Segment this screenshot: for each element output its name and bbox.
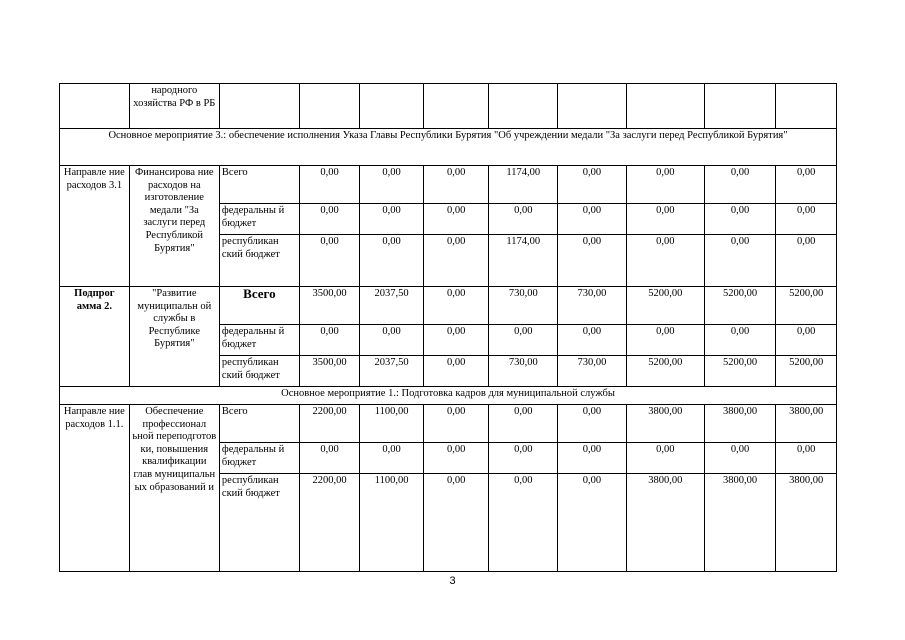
table-row: Направле ние расходов 1.1. Обеспечение профессионал ьной переподготов ки, повышения квалификации глав муниципальн ых образований и Всего 2200,00 1100,00 0,00 0,00 0,00 3800,00 3800,00 3800,00 xyxy=(60,405,837,443)
source-cell: федеральны й бюджет xyxy=(219,204,299,235)
table-row: республикан ский бюджет 2200,00 1100,00 0,00 0,00 0,00 3800,00 3800,00 3800,00 xyxy=(60,474,837,572)
name-cell: народного хозяйства РФ в РБ xyxy=(129,84,219,129)
code-cell: Направле ние расходов 3.1 xyxy=(60,166,130,287)
section-row xyxy=(60,387,837,405)
source-cell: Всего xyxy=(219,166,299,204)
source-cell: федеральны й бюджет xyxy=(219,443,299,474)
table-row: республикан ский бюджет 3500,00 2037,50 0,00 730,00 730,00 5200,00 5200,00 5200,00 xyxy=(60,356,837,387)
code-cell: Направле ние расходов 1.1. xyxy=(60,405,130,572)
table-row: республикан ский бюджет 0,00 0,00 0,00 1174,00 0,00 0,00 0,00 0,00 xyxy=(60,235,837,287)
name-cell: Обеспечение профессионал ьной переподготов ки, повышения квалификации глав муниципальн ых образований и xyxy=(129,405,219,572)
source-cell: республикан ский бюджет xyxy=(219,474,299,572)
table-row: федеральны й бюджет 0,00 0,00 0,00 0,00 0,00 0,00 0,00 0,00 xyxy=(60,325,837,356)
source-cell: республикан ский бюджет xyxy=(219,356,299,387)
table-row: Подпрог амма 2. "Развитие муниципальн ой службы в Республике Бурятия" Всего 3500,00 2037,50 0,00 730,00 730,00 5200,00 5200,00 5200,00 xyxy=(60,287,837,325)
source-cell: федеральны й бюджет xyxy=(219,325,299,356)
code-cell: Подпрог амма 2. xyxy=(60,287,130,387)
section-title: Основное мероприятие 3.: обеспечение исполнения Указа Главы Республики Бурятия "Об учреждении медали "За заслуги перед Республикой Бурятия" xyxy=(60,129,837,166)
name-cell: "Развитие муниципальн ой службы в Республике Бурятия" xyxy=(129,287,219,387)
code-cell xyxy=(60,84,130,129)
name-cell: Финансирова ние расходов на изготовление медали "За заслуги перед Республикой Бурятия" xyxy=(129,166,219,287)
table-row xyxy=(60,84,837,129)
budget-table xyxy=(59,83,837,572)
table-row: федеральны й бюджет 0,00 0,00 0,00 0,00 0,00 0,00 0,00 0,00 xyxy=(60,443,837,474)
source-cell: Всего xyxy=(219,405,299,443)
table-row: федеральны й бюджет 0,00 0,00 0,00 0,00 0,00 0,00 0,00 0,00 xyxy=(60,204,837,235)
section-title: Основное мероприятие 1.: Подготовка кадров для муниципальной службы xyxy=(60,387,837,405)
source-cell: республикан ский бюджет xyxy=(219,235,299,287)
source-cell: Всего xyxy=(219,287,299,325)
section-row xyxy=(60,129,837,166)
table-row: Направле ние расходов 3.1 Финансирова ние расходов на изготовление медали "За заслуги перед Республикой Бурятия" Всего 0,00 0,00 0,00 1174,00 0,00 0,00 0,00 0,00 xyxy=(60,166,837,204)
page-number: 3 xyxy=(449,575,456,587)
